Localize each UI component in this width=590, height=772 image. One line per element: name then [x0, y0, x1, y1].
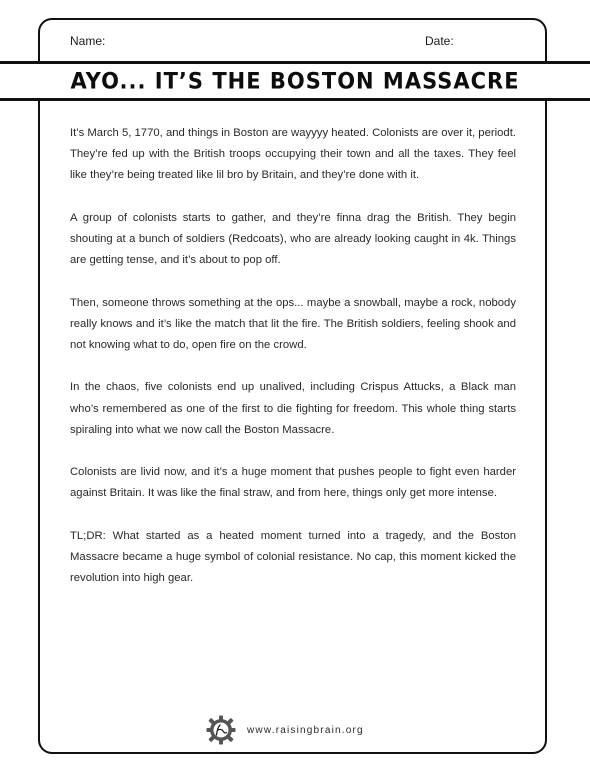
footer: [205, 713, 364, 747]
website-url: www.raisingbrain.org: [247, 724, 364, 736]
page-title: AYO... IT’S THE BOSTON MASSACRE: [70, 68, 520, 94]
paragraph: A group of colonists starts to gather, and they’re finna drag the British. They begin shouting at a bunch of soldiers (Redcoats), who are already looking caught in 4k. Things are getting tense, and it’s about to pop off.: [70, 211, 516, 267]
paragraph: It’s March 5, 1770, and things in Boston are wayyyy heated. Colonists are over it, periodt. They’re fed up with the British troops occupying their town and all the taxes. They feel like they’re being treated like lil bro by Britain, and they’re done with it.: [70, 127, 516, 182]
name-label: Name:: [70, 34, 106, 48]
paragraph: TL;DR: What started as a heated moment turned into a tragedy, and the Boston Massacre became a huge symbol of colonial resistance. No cap, this moment kicked the revolution into high gear.: [70, 529, 516, 585]
paragraph: Colonists are livid now, and it’s a huge moment that pushes people to fight even harder against Britain. It was like the final straw, and from here, things only get more intense.: [70, 466, 516, 500]
article-body: [70, 123, 516, 611]
paragraph: Then, someone throws something at the ops... maybe a snowball, maybe a rock, nobody really knows and it’s like the match that lit the fire. The British soldiers, feeling shook and not knowing what to do, open fire on the crowd.: [70, 296, 516, 351]
gear-brain-logo-icon: [205, 714, 237, 746]
date-label: Date:: [425, 34, 454, 48]
paragraph: In the chaos, five colonists end up unalived, including Crispus Attucks, a Black man who’s remembered as one of the first to die fighting for freedom. This whole thing starts spiraling into what we now call the Boston Massacre.: [70, 381, 516, 436]
title-banner: [0, 61, 590, 101]
